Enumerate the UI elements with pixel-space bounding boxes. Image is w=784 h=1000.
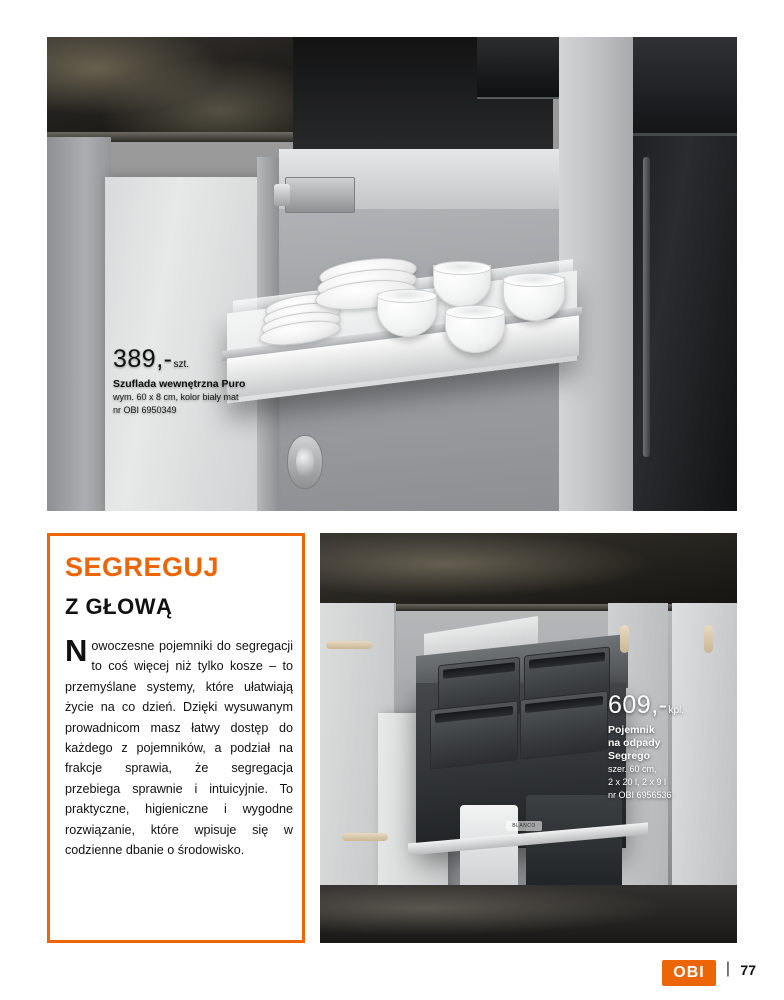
cabinet-hinge-upper <box>285 177 355 213</box>
article-headline-primary: SEGREGUJ <box>65 552 220 582</box>
bottom-product-unit: kpl. <box>668 705 685 716</box>
bottom-product-photo <box>320 533 737 943</box>
top-product-name: Szuflada wewnętrzna Puro <box>113 378 246 390</box>
bottom-product-name-3: Segrego <box>608 750 651 763</box>
top-product-price-block <box>113 347 245 417</box>
bottom-product-price: 609,- <box>608 691 668 719</box>
bottom-product-name-2: na odpady <box>608 737 661 750</box>
cabinet-handle <box>620 625 629 653</box>
top-product-price: 389,- <box>113 345 173 373</box>
bottom-product-code: nr OBI 6956536 <box>608 789 672 800</box>
waste-bin-container <box>520 690 608 759</box>
top-product-photo <box>47 37 737 511</box>
obi-logo: OBI <box>662 960 716 986</box>
waste-bin-container <box>430 700 518 769</box>
cabinet-handle <box>342 833 388 841</box>
bottom-product-spec-2: 2 x 20 l, 2 x 9 l <box>608 777 667 788</box>
cabinet-hinge-lower <box>287 435 323 489</box>
bottom-product-spec-1: szer. 60 cm, <box>608 764 657 775</box>
floor-surface <box>320 885 737 943</box>
fridge-handle <box>643 157 650 457</box>
countertop-surface <box>47 37 295 142</box>
article-headline-secondary: Z GŁOWĄ <box>65 594 173 619</box>
bottom-product-price-block <box>608 693 684 801</box>
top-product-code: nr OBI 6950349 <box>113 404 177 415</box>
top-product-spec: wym. 60 x 8 cm, kolor biały mat <box>113 392 239 403</box>
article-body <box>65 633 293 860</box>
cabinet-handle <box>704 625 713 653</box>
cabinet-handle <box>326 641 372 649</box>
top-product-unit: szt. <box>173 359 190 370</box>
bottom-product-name-1: Pojemnik <box>608 724 655 736</box>
countertop-surface-bottom <box>320 533 737 611</box>
page-footer <box>0 958 784 1000</box>
fridge-upper-door <box>633 37 737 136</box>
page-number: 77 <box>740 962 756 978</box>
article-box <box>47 533 305 943</box>
article-body-text: owoczesne pojemniki do segregacji to coś więcej niż tylko kosze – to przemyślane systemy, które ułatwiają życie na co dzień. Dzięki wysuwanym prowadnicom masz łatwy dostęp do każdego z pojemników, a podział na frakcje sprawia, że segregacja przebiega sprawnie i intuicyjnie. To praktyczne, higieniczne i wygodne rozwiązanie, które wpisuje się w codzienne dbanie o środowisko. <box>65 639 293 857</box>
footer-separator: | <box>725 960 730 977</box>
article-dropcap: N <box>65 633 88 668</box>
bin-brand-badge: BLANCO <box>506 821 542 831</box>
left-wall <box>47 137 111 511</box>
